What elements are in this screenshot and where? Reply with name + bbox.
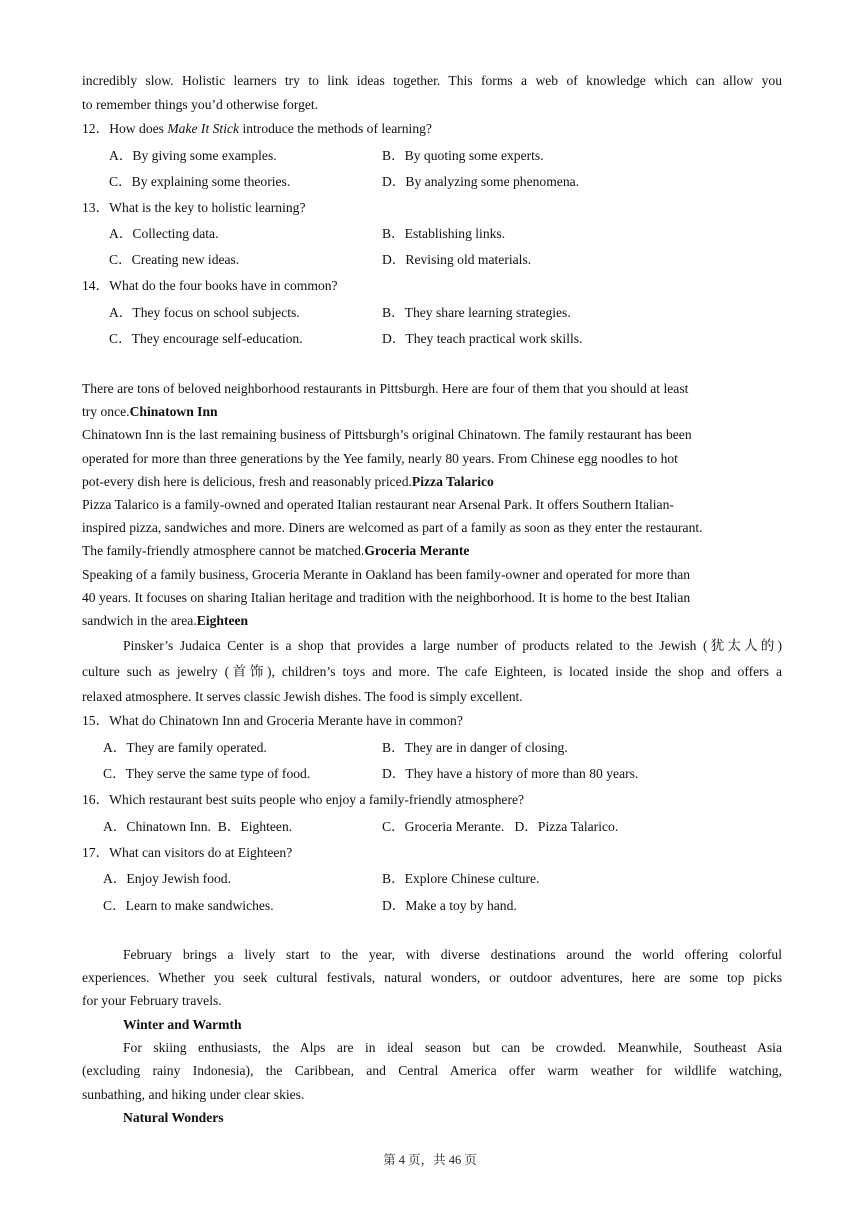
page-footer: 第 4 页，共 46 页 (383, 1153, 477, 1167)
options-ab: A．Chinatown Inn. B．Eighteen. (103, 819, 293, 834)
passage-text: sandwich in the area.Eighteen (82, 613, 249, 628)
passage-text: try once.Chinatown Inn (82, 404, 218, 419)
option-d: D．By analyzing some phenomena. (382, 174, 580, 189)
passage-text: experiences. Whether you seek cultural festivals, natural wonders, or outdoor adventures, here are some top picks (82, 970, 782, 985)
option-a: A．Enjoy Jewish food. (103, 871, 231, 886)
option-b: B．They share learning strategies. (382, 305, 571, 320)
heading-chinatown-inn: Chinatown Inn (129, 404, 218, 419)
passage-text: February brings a lively start to the year, with diverse destinations around the world offering colorful (123, 947, 782, 962)
option-c: C．By explaining some theories. (109, 174, 291, 189)
option-d: D．Revising old materials. (382, 252, 532, 267)
passage-text: to remember things you’d otherwise forget. (82, 97, 319, 112)
question-17-stem: 17．What can visitors do at Eighteen? (82, 845, 293, 860)
option-b: B．Explore Chinese culture. (382, 871, 540, 886)
passage-text: operated for more than three generations by the Yee family, nearly 80 years. From Chinese egg noodles to hot (82, 451, 678, 466)
option-d: D．They teach practical work skills. (382, 331, 583, 346)
passage-text: culture such as jewelry (首饰), children’s toys and more. The cafe Eighteen, is located inside the shop and offers a (82, 664, 782, 679)
option-a: A．By giving some examples. (109, 148, 277, 163)
passage-text: sunbathing, and hiking under clear skies. (82, 1087, 305, 1102)
passage-text: for your February travels. (82, 993, 222, 1008)
heading-groceria-merante: Groceria Merante (364, 543, 470, 558)
heading-natural-wonders: Natural Wonders (123, 1110, 224, 1125)
heading-winter-and-warmth: Winter and Warmth (123, 1017, 242, 1032)
option-c: C．They encourage self-education. (109, 331, 303, 346)
passage-text: incredibly slow. Holistic learners try to link ideas together. This forms a web of knowledge which can allow you (82, 73, 782, 88)
passage-text: inspired pizza, sandwiches and more. Diners are welcomed as part of a family as soon as they enter the restaurant. (82, 520, 703, 535)
passage-text: The family-friendly atmosphere cannot be matched.Groceria Merante (82, 543, 470, 558)
question-15-stem: 15．What do Chinatown Inn and Groceria Merante have in common? (82, 713, 463, 728)
option-c: C．Creating new ideas. (109, 252, 240, 267)
option-b: B．They are in danger of closing. (382, 740, 568, 755)
option-b: B．By quoting some experts. (382, 148, 544, 163)
options-cd: C．Groceria Merante. D．Pizza Talarico. (382, 819, 619, 834)
heading-pizza-talarico: Pizza Talarico (411, 474, 494, 489)
option-d: D．Make a toy by hand. (382, 898, 517, 913)
passage-text: Chinatown Inn is the last remaining business of Pittsburgh’s original Chinatown. The family restaurant has been (82, 427, 692, 442)
option-a: A．They focus on school subjects. (109, 305, 300, 320)
passage-text: Pinsker’s Judaica Center is a shop that provides a large number of products related to the Jewish (犹太人的) (123, 638, 782, 653)
question-13-stem: 13．What is the key to holistic learning? (82, 200, 306, 215)
option-a: A．They are family operated. (103, 740, 267, 755)
passage-text: pot-every dish here is delicious, fresh and reasonably priced.Pizza Talarico (82, 474, 494, 489)
passage-text: For skiing enthusiasts, the Alps are in ideal season but can be crowded. Meanwhile, Southeast Asia (123, 1040, 782, 1055)
question-14-stem: 14．What do the four books have in common? (82, 278, 338, 293)
passage-text: Pizza Talarico is a family-owned and operated Italian restaurant near Arsenal Park. It offers Southern Italian- (82, 497, 674, 512)
book-title: Make It Stick (167, 121, 240, 136)
passage-text: (excluding rainy Indonesia), the Caribbean, and Central America offer warm weather for wildlife watching, (82, 1063, 782, 1078)
option-c: C．Learn to make sandwiches. (103, 898, 274, 913)
question-16-stem: 16．Which restaurant best suits people who enjoy a family-friendly atmosphere? (82, 792, 525, 807)
passage-text: 40 years. It focuses on sharing Italian heritage and tradition with the neighborhood. It is home to the best Italian (82, 590, 691, 605)
heading-eighteen: Eighteen (196, 613, 249, 628)
passage-text: Speaking of a family business, Groceria Merante in Oakland has been family-owner and operated for more than (82, 567, 691, 582)
question-12-stem: 12．How does Make It Stick introduce the methods of learning? (82, 121, 432, 136)
option-d: D．They have a history of more than 80 years. (382, 766, 639, 781)
passage-text: relaxed atmosphere. It serves classic Jewish dishes. The food is simply excellent. (82, 689, 523, 704)
option-c: C．They serve the same type of food. (103, 766, 311, 781)
option-b: B．Establishing links. (382, 226, 506, 241)
option-a: A．Collecting data. (109, 226, 219, 241)
passage-text: There are tons of beloved neighborhood restaurants in Pittsburgh. Here are four of them that you should at least (82, 381, 689, 396)
